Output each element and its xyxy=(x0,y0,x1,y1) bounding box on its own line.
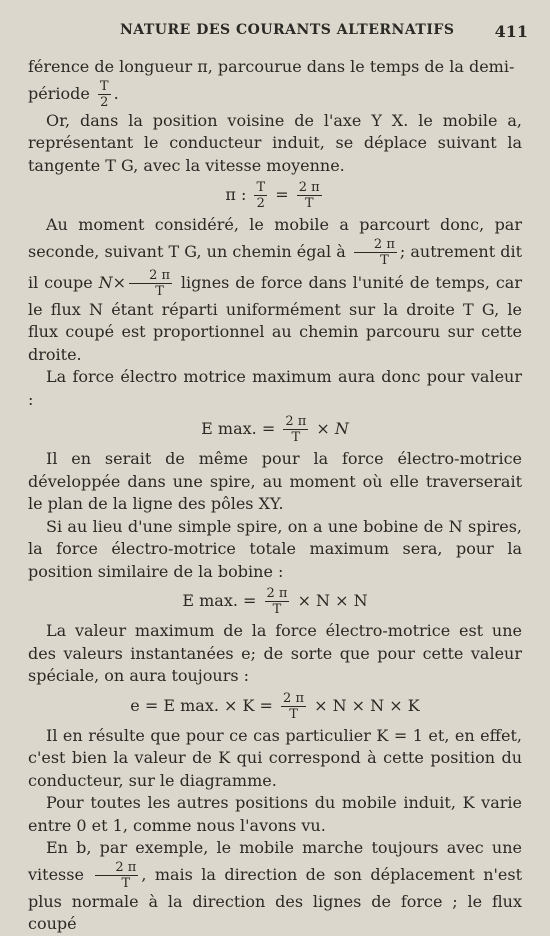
paragraph-4: La force électro motrice maximum aura donc pour valeur : xyxy=(28,367,522,409)
paragraph-3-text-a: Au moment considéré, le mobile a parcourt donc, par seconde, suivant T G, un chemin égal à xyxy=(28,215,522,261)
equation-2-rhs: × N xyxy=(316,419,349,438)
paragraph-3-n-times: N× xyxy=(98,272,127,292)
paragraph-7: La valeur maximum de la force électro-motrice est une des valeurs instantanées e; de sorte que pour cette valeur spéciale, on aura toujours : xyxy=(28,621,522,685)
paragraph-3-text-d: lignes de force dans l'unité de temps, car le flux N étant réparti uniformément sur la droite T G, le flux coupé est proportionnel au chemin parcouru sur cette droite. xyxy=(28,272,522,364)
fraction-t-over-2 xyxy=(254,180,267,211)
equation-2-lhs: E max. = xyxy=(201,419,276,438)
paragraph-1-text: férence de longueur π, parcourue dans le temps de la demi- xyxy=(28,57,515,76)
fraction-numerator: 2 π xyxy=(129,268,172,284)
fraction-2pi-over-t xyxy=(283,414,308,445)
paragraph-9: Pour toutes les autres positions du mobile induit, K varie entre 0 et 1, comme nous l'avons vu. xyxy=(28,793,522,835)
equation-4-rhs: × N × N × K xyxy=(314,695,420,715)
paragraph-5: Il en serait de même pour la force électro-motrice développée dans une spire, au moment où elle traverserait le plan de la ligne des pôles XY. xyxy=(28,449,522,513)
fraction-2pi-over-t xyxy=(281,691,306,722)
fraction-denominator: 2 xyxy=(100,94,109,110)
equation-4-lhs: e = E max. × K = xyxy=(130,695,273,715)
paragraph-10-text-a: En b, par exemple, le mobile marche toujours avec une vitesse xyxy=(28,838,522,884)
equation-3-lhs: E max. = xyxy=(182,591,257,610)
equation-1 xyxy=(28,180,522,211)
running-header xyxy=(0,22,550,46)
fraction-numerator: T xyxy=(99,78,109,94)
running-title: NATURE DES COURANTS ALTERNATIFS xyxy=(120,22,455,38)
fraction-numerator: T xyxy=(256,180,266,195)
fraction-denominator: 2 xyxy=(256,196,265,211)
equation-3 xyxy=(28,586,522,617)
fraction-numerator: 2 π xyxy=(285,414,307,429)
paragraph-10-text-b: , mais la direction de son déplacement n'est plus normale à la direction des lignes de force ; le flux coupé xyxy=(28,864,523,933)
equation-2 xyxy=(28,414,522,445)
fraction-numerator: 2 π xyxy=(354,237,397,253)
fraction-denominator: T xyxy=(121,875,131,891)
fraction-t-over-2 xyxy=(98,79,111,110)
paragraph-1-periode: période xyxy=(28,83,90,103)
fraction-denominator: T xyxy=(380,252,389,268)
equation-4 xyxy=(28,691,522,722)
fraction-denominator: T xyxy=(289,706,298,722)
fraction-numerator: 2 π xyxy=(298,180,320,195)
paragraph-3-text-b: ; autrement dit il coupe xyxy=(28,241,523,292)
fraction-2pi-over-t xyxy=(354,237,397,268)
equation-1-lhs: π : xyxy=(225,185,247,204)
fraction-numerator: 2 π xyxy=(266,586,288,601)
paragraph-1-end: . xyxy=(113,83,119,103)
fraction-2pi-over-t xyxy=(129,268,172,299)
paragraph-8: Il en résulte que pour ce cas particulier K = 1 et, en effet, c'est bien la valeur de K qui correspond à cette position du conducteur, sur le diagramme. xyxy=(28,725,522,790)
paragraph-2: Or, dans la position voisine de l'axe Y X. le mobile a, représentant le conducteur induit, se déplace suivant la tangente T G, avec la vitesse moyenne. xyxy=(28,110,522,175)
paragraph-1 xyxy=(28,56,522,110)
page-number: 411 xyxy=(494,22,528,41)
paragraph-3 xyxy=(28,214,522,366)
fraction-denominator: T xyxy=(304,196,314,211)
fraction-2pi-over-t xyxy=(265,586,290,617)
fraction-2pi-over-t xyxy=(95,860,138,891)
paragraph-6: Si au lieu d'une simple spire, on a une bobine de N spires, la force électro-motrice totale maximum sera, pour la position similaire de la bobine : xyxy=(28,516,522,581)
fraction-denominator: T xyxy=(272,602,282,617)
fraction-numerator: 2 π xyxy=(95,860,138,876)
equation-1-equals: = xyxy=(275,185,289,204)
fraction-2pi-over-t xyxy=(297,180,322,211)
fraction-denominator: T xyxy=(291,430,301,445)
fraction-denominator: T xyxy=(155,283,164,299)
equation-3-rhs: × N × N xyxy=(297,591,368,610)
page-body xyxy=(28,56,522,936)
fraction-numerator: 2 π xyxy=(283,690,304,706)
paragraph-10 xyxy=(28,837,522,936)
